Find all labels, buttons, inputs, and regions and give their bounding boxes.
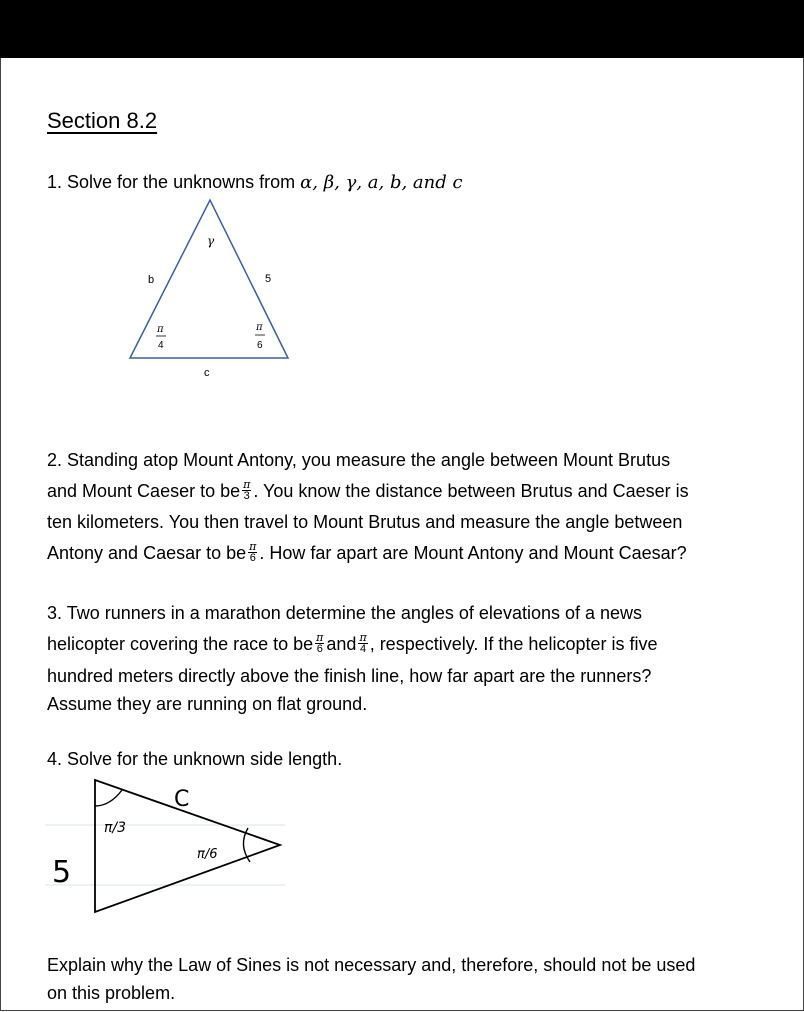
q2-line-2 bbox=[47, 477, 689, 504]
q2-text-d: . How far apart are Mount Antony and Mount Caesar? bbox=[259, 543, 687, 563]
q2-text-a: and Mount Caeser to be bbox=[47, 481, 241, 501]
frac-den: 6 bbox=[316, 642, 323, 655]
q1-prefix: 1. Solve for the unknowns from bbox=[47, 172, 301, 192]
q3-line-4: Assume they are running on flat ground. bbox=[47, 694, 368, 714]
q2-line-1: 2. Standing atop Mount Antony, you measure the angle between Mount Brutus bbox=[47, 450, 671, 470]
q2-fraction-pi-6 bbox=[248, 541, 257, 564]
side-c-label: c bbox=[204, 367, 210, 379]
frac-den: 3 bbox=[243, 489, 250, 502]
q3-line-3: hundred meters directly above the finish line, how far apart are the runners? bbox=[47, 666, 652, 686]
frac-den: 4 bbox=[360, 642, 367, 655]
side-5-handwritten: 5 bbox=[52, 855, 72, 890]
q1-variables: α, β, γ, a, b, and c bbox=[300, 172, 463, 193]
q2-line-3: ten kilometers. You then travel to Mount Brutus and measure the angle between bbox=[47, 512, 683, 532]
explain-line-2: on this problem. bbox=[47, 983, 176, 1003]
q2-line-4 bbox=[47, 539, 687, 566]
q3-line-1: 3. Two runners in a marathon determine the angles of elevations of a news bbox=[47, 603, 643, 623]
q3-text-c: , respectively. If the helicopter is five bbox=[369, 634, 658, 654]
right-angle-den: 6 bbox=[257, 340, 263, 351]
side-5-label: 5 bbox=[265, 273, 272, 285]
frac-den: 6 bbox=[249, 551, 256, 564]
right-angle-num: π bbox=[256, 322, 263, 333]
side-b-label: b bbox=[148, 274, 155, 286]
q3-text-a: helicopter covering the race to be bbox=[47, 634, 314, 654]
top-angle-arc bbox=[95, 790, 122, 806]
section-title: Section 8.2 bbox=[47, 108, 158, 133]
angle-pi-3-label: π/3 bbox=[104, 820, 127, 836]
left-angle-den: 4 bbox=[158, 340, 164, 351]
side-c-handwritten: C bbox=[174, 787, 190, 812]
angle-pi-6-label: π/6 bbox=[197, 847, 218, 862]
frac-num: π bbox=[359, 630, 367, 644]
explain-line-1: Explain why the Law of Sines is not necessary and, therefore, should not be used bbox=[47, 955, 696, 975]
q2-fraction-pi-3 bbox=[242, 479, 251, 502]
frac-num: π bbox=[249, 539, 257, 553]
gamma-label: γ bbox=[207, 234, 215, 248]
q3-fraction-pi-6 bbox=[315, 632, 324, 655]
q4-line-1: 4. Solve for the unknown side length. bbox=[47, 749, 343, 769]
q2-text-c: Antony and Caesar to be bbox=[47, 543, 247, 563]
q3-fraction-pi-4 bbox=[358, 632, 367, 655]
frac-num: π bbox=[243, 477, 251, 491]
left-angle-num: π bbox=[157, 324, 164, 335]
q3-line-2 bbox=[47, 630, 658, 657]
q2-text-b: . You know the distance between Brutus and Caeser is bbox=[253, 481, 689, 501]
q3-text-b: and bbox=[326, 634, 357, 654]
frac-num: π bbox=[316, 630, 324, 644]
